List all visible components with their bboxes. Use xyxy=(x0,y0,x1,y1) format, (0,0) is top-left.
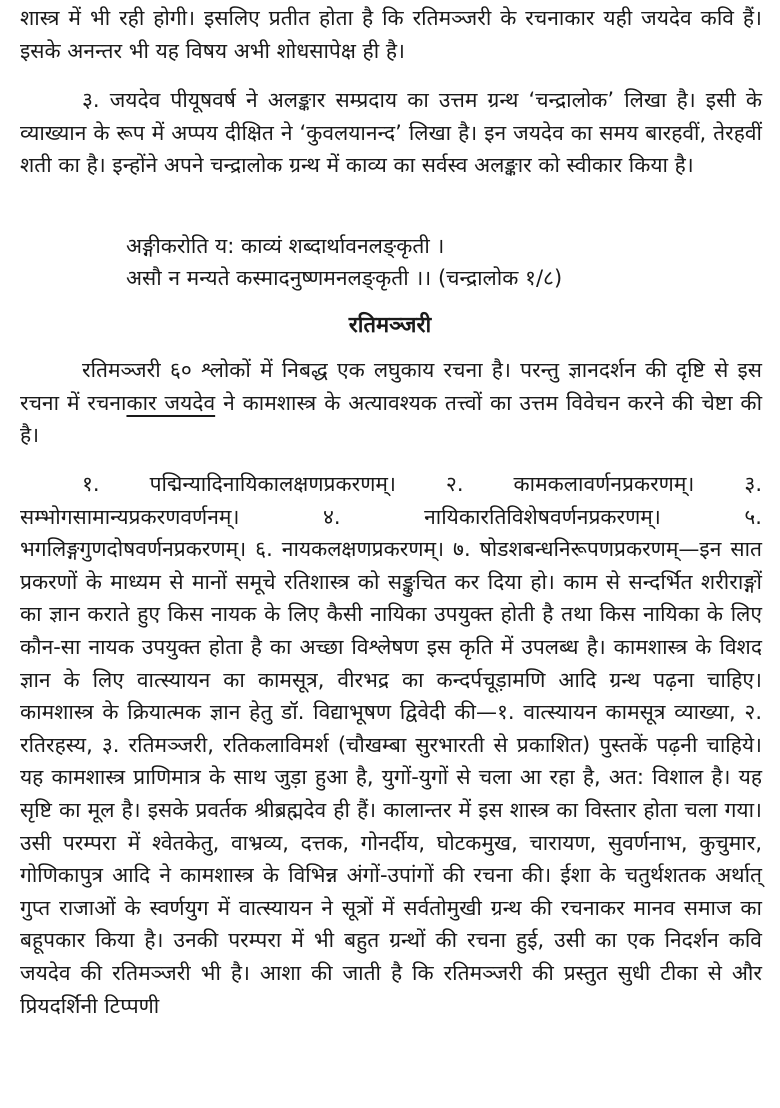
paragraph-ratimanjari-description xyxy=(20,354,762,452)
section-heading: रतिमञ्जरी xyxy=(348,313,432,338)
underlined-phrase: कार जयदेव xyxy=(126,390,216,415)
paragraph-jayadeva-chandraloka: ३. जयदेव पीयूषवर्ष ने अलङ्कार सम्प्रदाय का उत्तम ग्रन्थ ‘चन्द्रालोक’ लिखा है। इसी के व्याख्यान के रूप में अप्पय दीक्षित ने ‘कुवलयानन्द’ लिखा है। इन जयदेव का समय बारहवीं, तेरहवीं शती का है। इन्होंने अपने चन्द्रालोक ग्रन्थ में काव्य का सर्वस्व अलङ्कार को स्वीकार किया है। xyxy=(20,88,762,178)
verse-line-1: अङ्गीकरोति य: काव्यं शब्दार्थावनलङ्कृती । xyxy=(126,234,445,258)
paragraph-prakarana-list: १. पद्मिन्यादिनायिकालक्षणप्रकरणम्। २. कामकलावर्णनप्रकरणम्। ३. सम्भोगसामान्यप्रकरणवर्णनम्। ४. नायिकारतिविशेषवर्णनप्रकरणम्। ५. भगलिङ्गगुणदोषवर्णनप्रकरणम्। ६. नायकलक्षणप्रकरणम्। ७. षोडशबन्धनिरूपणप्रकरणम्—इन सात प्रकरणों के माध्यम से मानों समूचे रतिशास्त्र को सङ्कुचित कर दिया हो। काम से सन्दर्भित शरीराङ्गों का ज्ञान कराते हुए किस नायक के लिए कैसी नायिका उपयुक्त होती है तथा किस नायिका के लिए कौन-सा नायक उपयुक्त होता है का अच्छा विश्लेषण इस कृति में उपलब्ध है। कामशास्त्र के विशद ज्ञान के लिए वात्स्यायन का कामसूत्र, वीरभद्र का कन्दर्पचूड़ामणि आदि ग्रन्थ पढ़ना चाहिए। कामशास्त्र के क्रियात्मक ज्ञान हेतु डॉ. विद्याभूषण द्विवेदी की—१. वात्स्यायन कामसूत्र व्याख्या, २. रतिरहस्य, ३. रतिमञ्जरी, रतिकलाविमर्श (चौखम्बा सुरभारती से प्रकाशित) पुस्तकें पढ़नी चाहिये। यह कामशास्त्र प्राणिमात्र के साथ जुड़ा हुआ है, युगों-युगों से चला आ रहा है, अत: विशाल है। यह सृष्टि का मूल है। इसके प्रवर्तक श्रीब्रह्मदेव ही हैं। कालान्तर में इस शास्त्र का विस्तार होता चला गया। उसी परम्परा में श्वेतकेतु, वाभ्रव्य, दत्तक, गोनर्दीय, घोटकमुख, चारायण, सुवर्णनाभ, कुचुमार, गोणिकापुत्र आदि ने कामशास्त्र के विभिन्न अंगों-उपांगों की रचना की। ईशा के चतुर्थशतक अर्थात् गुप्त राजाओं के स्वर्णयुग में वात्स्यायन ने सूत्रों में सर्वतोमुखी ग्रन्थ की रचनाकर मानव समाज का बहूपकार किया है। उनकी परम्परा में भी बहुत ग्रन्थों की रचना हुई, उसी का एक निदर्शन कवि जयदेव की रतिमञ्जरी भी है। आशा की जाती है कि रतिमञ्जरी की प्रस्तुत सुधी टीका से और प्रियदर्शिनी टिप्पणी xyxy=(20,472,762,1018)
paragraph-text-end: ने कामशास्त्र के अत्यावश्यक तत्त्वों का उत्तम विवेचन करने की चेष्टा की है। xyxy=(20,390,763,448)
paragraph-intro-continuation: शास्त्र में भी रही होगी। इसलिए प्रतीत होता है कि रतिमञ्जरी के रचनाकार यही जयदेव कवि हैं। इसके अनन्तर भी यह विषय अभी शोधसापेक्ष ही है। xyxy=(20,6,762,63)
verse-quotation xyxy=(126,230,726,294)
paragraph-text-start: रतिमञ्जरी ६० श्लोकों में निबद्ध एक लघुकाय रचना है। परन्तु ज्ञानदर्शन की दृष्टि से इस रचना में रचना xyxy=(20,358,762,415)
verse-line-2: असौ न मन्यते कस्मादनुष्णमनलङ्कृती ।। (चन्द्रालोक १/८) xyxy=(126,266,563,290)
